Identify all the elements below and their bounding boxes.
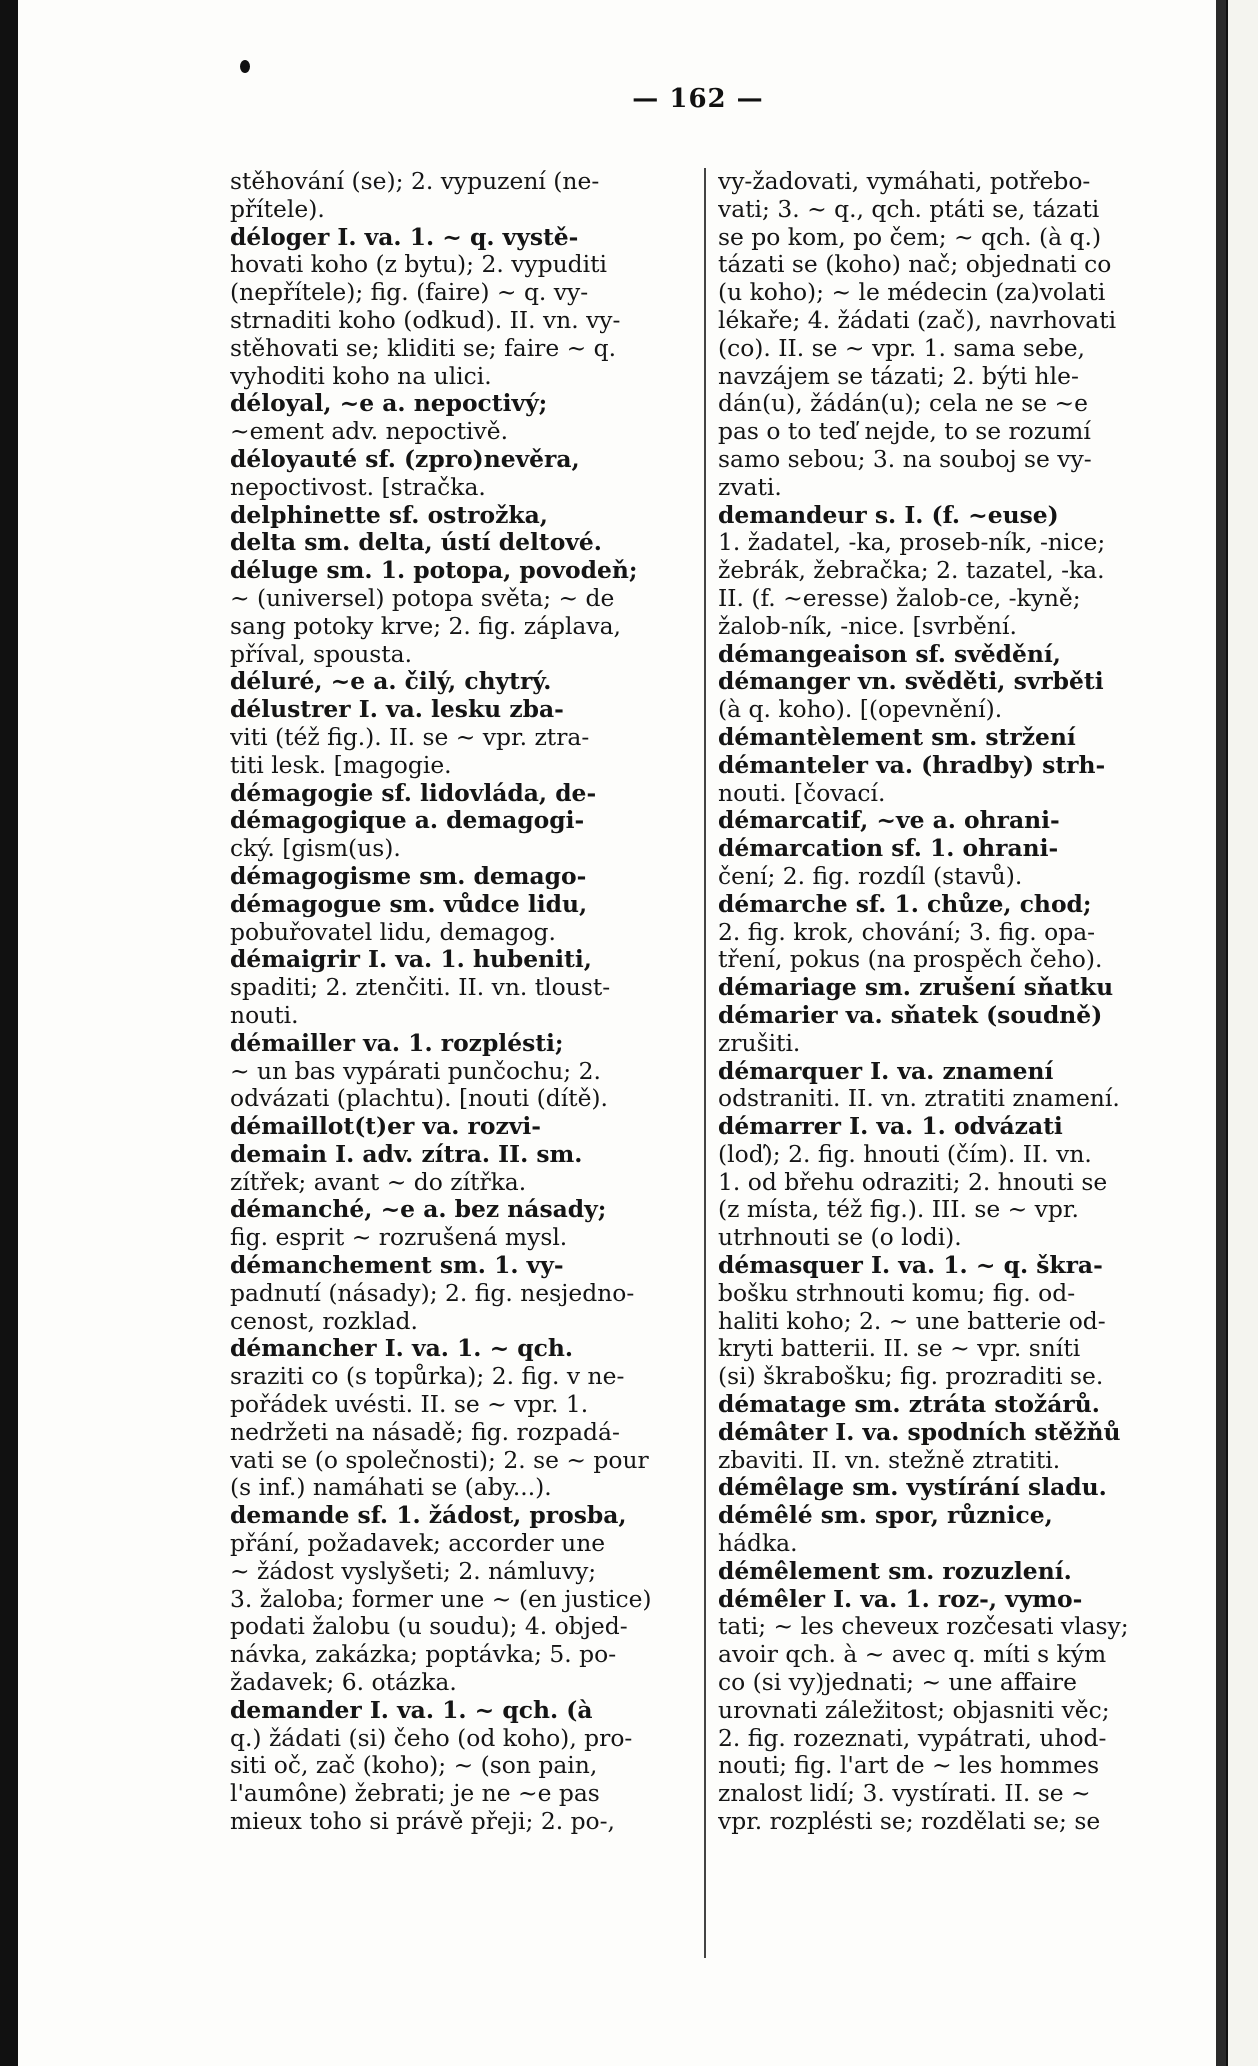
entry-headword-line: démarier va. sňatek (soudně) <box>718 1001 1103 1029</box>
entry-headword-line: démangeaison sf. svědění, <box>718 640 1061 668</box>
entry-text-line: ~ement adv. nepoctivě. <box>230 418 509 446</box>
entry-text-line: urovnati záležitost; objasniti věc; <box>718 1696 1110 1724</box>
entry-headword-line: démanchement sm. 1. vy- <box>230 1252 564 1280</box>
entry-text-line: (z místa, též fig.). III. se ~ vpr. <box>718 1196 1079 1224</box>
entry-text-line: pořádek uvésti. II. se ~ vpr. 1. <box>230 1391 589 1419</box>
entry-headword-line: démêlement sm. rozuzlení. <box>718 1557 1072 1585</box>
entry-text-line: 1. od břehu odraziti; 2. hnouti se <box>718 1168 1108 1196</box>
entry-text-line: dán(u), žádán(u); cela ne se ~e <box>718 390 1088 418</box>
entry-headword-line: démailler va. 1. rozplésti; <box>230 1029 564 1057</box>
entry-text-line: (à q. koho). [(opevnění). <box>718 696 1003 724</box>
column-divider <box>704 168 706 1958</box>
entry-text-line: znalost lidí; 3. vystírati. II. se ~ <box>718 1780 1091 1808</box>
entry-headword-line: demandeur s. I. (f. ~euse) <box>718 501 1059 529</box>
entry-text-line: podati žalobu (u soudu); 4. objed- <box>230 1613 628 1641</box>
entry-headword-line: delphinette sf. ostrožka, <box>230 501 548 529</box>
entry-text-line: q.) žádati (si) čeho (od koho), pro- <box>230 1724 633 1752</box>
entry-text-line: stěhování (se); 2. vypuzení (ne- <box>230 168 600 195</box>
entry-headword-line: démagogue sm. vůdce lidu, <box>230 890 588 918</box>
entry-headword-line: démêlage sm. vystírání sladu. <box>718 1474 1107 1502</box>
entry-text-line: siti oč, zač (koho); ~ (son pain, <box>230 1752 598 1780</box>
entry-text-line: samo sebou; 3. na souboj se vy- <box>718 445 1092 473</box>
entry-text-line: vyhoditi koho na ulici. <box>230 362 492 390</box>
entry-text-line: spaditi; 2. ztenčiti. II. vn. tloust- <box>230 974 611 1002</box>
entry-headword-line: démasquer I. va. 1. ~ q. škra- <box>718 1252 1103 1280</box>
entry-headword-line: déloger I. va. 1. ~ q. vystě- <box>230 223 579 251</box>
entry-text-line: se po kom, po čem; ~ qch. (à q.) <box>718 223 1102 251</box>
entry-headword-line: déluré, ~e a. čilý, chytrý. <box>230 668 552 696</box>
entry-text-line: zrušiti. <box>718 1029 801 1057</box>
entry-headword-line: démarcatif, ~ve a. ohrani- <box>718 807 1060 835</box>
entry-text-line: návka, zakázka; poptávka; 5. po- <box>230 1641 617 1669</box>
entry-headword-line: démancher I. va. 1. ~ qch. <box>230 1335 574 1363</box>
entry-headword-line: demande sf. 1. žádost, prosba, <box>230 1502 627 1530</box>
entry-text-line: vy-žadovati, vymáhati, potřebo- <box>718 168 1091 195</box>
entry-text-line: žebrák, žebračka; 2. tazatel, -ka. <box>718 557 1105 585</box>
entry-text-line: nedržeti na násadě; fig. rozpadá- <box>230 1418 620 1446</box>
entry-text-line: ~ un bas vypárati punčochu; 2. <box>230 1057 601 1085</box>
entry-text-line: utrhnouti se (o lodi). <box>718 1224 962 1252</box>
entry-text-line: (co). II. se ~ vpr. 1. sama sebe, <box>718 334 1085 362</box>
entry-headword-line: délustrer I. va. lesku zba- <box>230 696 564 724</box>
entry-headword-line: démaillot(t)er va. rozvi- <box>230 1113 541 1141</box>
entry-headword-line: déluge sm. 1. potopa, povodeň; <box>230 557 638 585</box>
entry-text-line: mieux toho si právě přeji; 2. po-, <box>230 1808 615 1836</box>
entry-headword-line: démêler I. va. 1. roz-, vymo- <box>718 1585 1083 1613</box>
entry-text-line: (u koho); ~ le médecin (za)volati <box>718 279 1106 307</box>
adjacent-page-edge <box>1228 0 1258 2066</box>
entry-headword-line: démanché, ~e a. bez násady; <box>230 1196 607 1224</box>
entry-text-line: bošku strhnouti komu; fig. od- <box>718 1279 1076 1307</box>
entry-text-line: vati; 3. ~ q., qch. ptáti se, tázati <box>718 195 1100 223</box>
left-column <box>230 168 700 1836</box>
entry-text-line: (loď); 2. fig. hnouti (čím). II. vn. <box>718 1140 1092 1168</box>
entry-text-line: kryti batterii. II. se ~ vpr. sníti <box>718 1335 1081 1363</box>
entry-text-line: odvázati (plachtu). [nouti (dítě). <box>230 1085 608 1113</box>
entry-headword-line: démanger vn. svěděti, svrběti <box>718 668 1104 696</box>
entry-text-line: stěhovati se; kliditi se; faire ~ q. <box>230 334 617 362</box>
entry-text-line: (si) škrabošku; fig. prozraditi se. <box>718 1363 1104 1391</box>
entry-text-line: příval, spousta. <box>230 640 413 668</box>
entry-headword-line: démêlé sm. spor, různice, <box>718 1502 1053 1530</box>
entry-text-line: titi lesk. [magogie. <box>230 751 452 779</box>
entry-text-line: hovati koho (z bytu); 2. vypuditi <box>230 251 607 279</box>
entry-text-line: nepoctivost. [stračka. <box>230 473 486 501</box>
entry-text-line: ~ žádost vyslyšeti; 2. námluvy; <box>230 1557 597 1585</box>
entry-text-line: fig. esprit ~ rozrušená mysl. <box>230 1224 568 1252</box>
entry-headword-line: démarche sf. 1. chůze, chod; <box>718 890 1092 918</box>
entry-text-line: 2. fig. rozeznati, vypátrati, uhod- <box>718 1724 1107 1752</box>
entry-text-line: II. (f. ~eresse) žalob-ce, -kyně; <box>718 584 1081 612</box>
entry-text-line: žalob-ník, -nice. [svrbění. <box>718 612 1017 640</box>
entry-text-line: lékaře; 4. žádati (zač), navrhovati <box>718 306 1117 334</box>
entry-text-line: co (si vy)jednati; ~ une affaire <box>718 1669 1077 1697</box>
entry-text-line: hádka. <box>718 1530 798 1558</box>
entry-text-line: pas o to teď nejde, to se rozumí <box>718 418 1091 446</box>
entry-headword-line: delta sm. delta, ústí deltové. <box>230 529 602 557</box>
entry-text-line: (s inf.) namáhati se (aby...). <box>230 1474 552 1502</box>
entry-headword-line: demander I. va. 1. ~ qch. (à <box>230 1696 593 1724</box>
entry-headword-line: démagogie sf. lidovláda, de- <box>230 779 597 807</box>
entry-headword-line: démagogisme sm. demago- <box>230 862 587 890</box>
entry-headword-line: démarquer I. va. znamení <box>718 1057 1054 1085</box>
entry-text-line: nouti; fig. l'art de ~ les hommes <box>718 1752 1100 1780</box>
entry-text-line: zítřek; avant ~ do zítřka. <box>230 1168 527 1196</box>
entry-text-line: přání, požadavek; accorder une <box>230 1530 606 1558</box>
entry-text-line: vpr. rozplésti se; rozdělati se; se <box>718 1808 1101 1836</box>
entry-text-line: čení; 2. fig. rozdíl (stavů). <box>718 862 1023 890</box>
entry-text-line: sang potoky krve; 2. fig. záplava, <box>230 612 621 640</box>
entry-text-line: cký. [gism(us). <box>230 835 401 863</box>
entry-text-line: žadavek; 6. otázka. <box>230 1669 457 1697</box>
entry-text-line: nouti. <box>230 1001 299 1029</box>
entry-text-line: zvati. <box>718 473 782 501</box>
entry-text-line: odstraniti. II. vn. ztratiti znamení. <box>718 1085 1120 1113</box>
entry-text-line: cenost, rozklad. <box>230 1307 418 1335</box>
entry-text-line: zbaviti. II. vn. stežně ztratiti. <box>718 1446 1061 1474</box>
entry-headword-line: démanteler va. (hradby) strh- <box>718 751 1106 779</box>
entry-text-line: ~ (universel) potopa světa; ~ de <box>230 584 615 612</box>
entry-text-line: tati; ~ les cheveux rozčesati vlasy; <box>718 1613 1129 1641</box>
entry-text-line: přítele). <box>230 195 325 223</box>
entry-headword-line: démantèlement sm. stržení <box>718 723 1076 751</box>
entry-text-line: 3. žaloba; former une ~ (en justice) <box>230 1585 652 1613</box>
entry-headword-line: demain I. adv. zítra. II. sm. <box>230 1140 583 1168</box>
entry-headword-line: dématage sm. ztráta stožárů. <box>718 1391 1100 1419</box>
entry-text-line: l'aumône) žebrati; je ne ~e pas <box>230 1780 600 1808</box>
dictionary-page <box>18 0 1226 2066</box>
entry-headword-line: démagogique a. demagogi- <box>230 807 585 835</box>
entry-headword-line: déloyauté sf. (zpro)nevěra, <box>230 445 580 473</box>
entry-headword-line: démaigrir I. va. 1. hubeniti, <box>230 946 592 974</box>
entry-headword-line: démâter I. va. spodních stěžňů <box>718 1418 1121 1446</box>
entry-text-line: tázati se (koho) nač; objednati co <box>718 251 1112 279</box>
bullet-mark <box>240 60 250 73</box>
entry-text-line: nouti. [čovací. <box>718 779 886 807</box>
entry-headword-line: démarrer I. va. 1. odvázati <box>718 1113 1063 1141</box>
entry-text-line: navzájem se tázati; 2. býti hle- <box>718 362 1079 390</box>
entry-text-line: tření, pokus (na prospěch čeho). <box>718 946 1103 974</box>
entry-text-line: pobuřovatel lidu, demagog. <box>230 918 556 946</box>
entry-text-line: viti (též fig.). II. se ~ vpr. ztra- <box>230 723 590 751</box>
entry-text-line: avoir qch. à ~ avec q. míti s kým <box>718 1641 1107 1669</box>
entry-text-line: 2. fig. krok, chování; 3. fig. opa- <box>718 918 1096 946</box>
entry-text-line: padnutí (násady); 2. fig. nesjedno- <box>230 1279 635 1307</box>
entry-text-line: haliti koho; 2. ~ une batterie od- <box>718 1307 1106 1335</box>
entry-text-line: (nepřítele); fig. (faire) ~ q. vy- <box>230 279 589 307</box>
entry-text-line: strnaditi koho (odkud). II. vn. vy- <box>230 306 621 334</box>
entry-headword-line: démariage sm. zrušení sňatku <box>718 974 1114 1002</box>
entry-text-line: 1. žadatel, -ka, proseb-ník, -nice; <box>718 529 1106 557</box>
entry-text-line: vati se (o společnosti); 2. se ~ pour <box>230 1446 649 1474</box>
entry-headword-line: démarcation sf. 1. ohrani- <box>718 835 1059 863</box>
entry-text-line: sraziti co (s topůrka); 2. fig. v ne- <box>230 1363 625 1391</box>
right-column <box>718 168 1188 1836</box>
page-number: — 162 — <box>632 84 764 114</box>
entry-headword-line: déloyal, ~e a. nepoctivý; <box>230 390 548 418</box>
